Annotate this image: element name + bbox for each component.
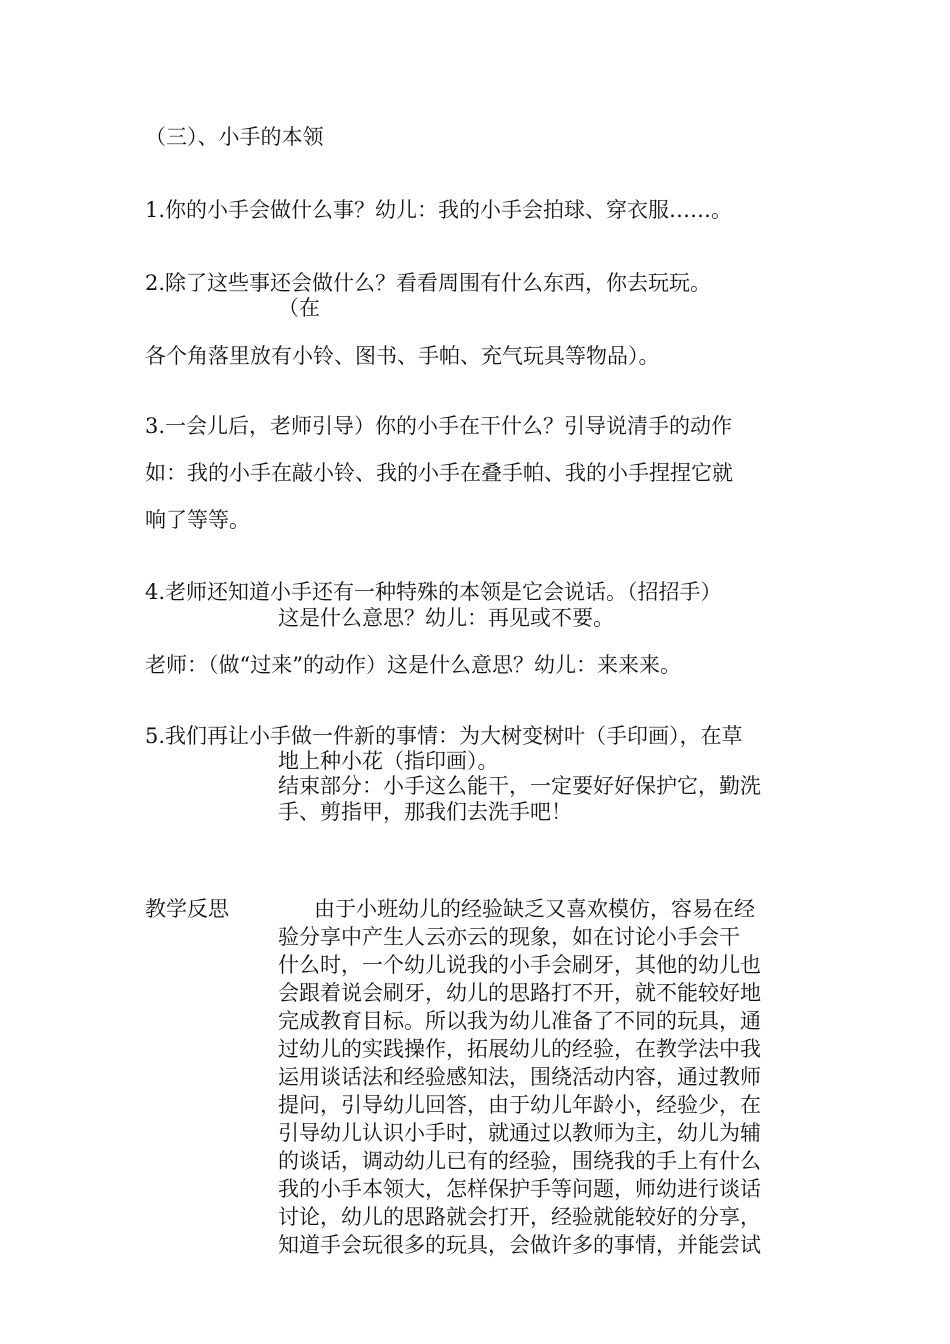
reflection-line: 验分享中产生人云亦云的现象，如在讨论小手会干 — [278, 925, 740, 949]
reflection-line: 提问，引导幼儿回答，由于幼儿年龄小，经验少，在 — [278, 1093, 761, 1117]
reflection-label: 教学反思 — [145, 897, 229, 921]
item-5-line-2: 地上种小花（指印画）。 — [278, 749, 499, 773]
reflection-line: 完成教育目标。所以我为幼儿准备了不同的玩具，通 — [278, 1009, 761, 1033]
item-2-line-1: 2.除了这些事还会做什么？看看周围有什么东西，你去玩玩。 — [145, 271, 712, 295]
item-4-line-2: 这是什么意思？幼儿：再见或不要。 — [278, 606, 614, 630]
reflection-line: 知道手会玩很多的玩具，会做许多的事情，并能尝试 — [278, 1233, 761, 1257]
reflection-line: 什么时，一个幼儿说我的小手会刷牙，其他的幼儿也 — [278, 953, 761, 977]
item-5-line-1: 5.我们再让小手做一件新的事情：为大树变树叶（手印画），在草 — [145, 724, 743, 748]
reflection-line: 由于小班幼儿的经验缺乏又喜欢模仿，容易在经 — [314, 897, 755, 921]
item-2-line-3: 各个角落里放有小铃、图书、手帕、充气玩具等物品）。 — [145, 344, 660, 368]
reflection-line: 引导幼儿认识小手时，就通过以教师为主，幼儿为辅 — [278, 1121, 761, 1145]
reflection-body — [278, 895, 761, 1259]
section-title: （三）、小手的本领 — [145, 125, 324, 149]
reflection-line: 讨论，幼儿的思路就会打开，经验就能较好的分享， — [278, 1205, 761, 1229]
item-5-line-4: 手、剪指甲，那我们去洗手吧！ — [278, 800, 572, 824]
reflection-line: 会跟着说会刷牙，幼儿的思路打不开，就不能较好地 — [278, 981, 761, 1005]
reflection-line: 的谈话，调动幼儿已有的经验，围绕我的手上有什么 — [278, 1149, 761, 1173]
item-4-line-1: 4.老师还知道小手还有一种特殊的本领是它会说话。（招招手） — [145, 580, 722, 604]
item-4-line-3: 老师：（做“过来”的动作）这是什么意思？幼儿：来来来。 — [145, 653, 681, 677]
item-1: 1.你的小手会做什么事？幼儿：我的小手会拍球、穿衣服……。 — [145, 198, 733, 222]
item-3-line-3: 响了等等。 — [145, 508, 250, 532]
item-3-line-2: 如：我的小手在敲小铃、我的小手在叠手帕、我的小手捏捏它就 — [145, 461, 733, 485]
reflection-line: 我的小手本领大，怎样保护手等问题，师幼进行谈话 — [278, 1177, 761, 1201]
item-5-line-3: 结束部分：小手这么能干，一定要好好保护它，勤洗 — [278, 774, 761, 798]
reflection-line: 运用谈话法和经验感知法，围绕活动内容，通过教师 — [278, 1065, 761, 1089]
item-2-line-2: （在 — [278, 296, 320, 320]
reflection-line: 过幼儿的实践操作，拓展幼儿的经验，在教学法中我 — [278, 1037, 761, 1061]
item-3-line-1: 3.一会儿后，老师引导）你的小手在干什么？引导说清手的动作 — [145, 414, 733, 438]
